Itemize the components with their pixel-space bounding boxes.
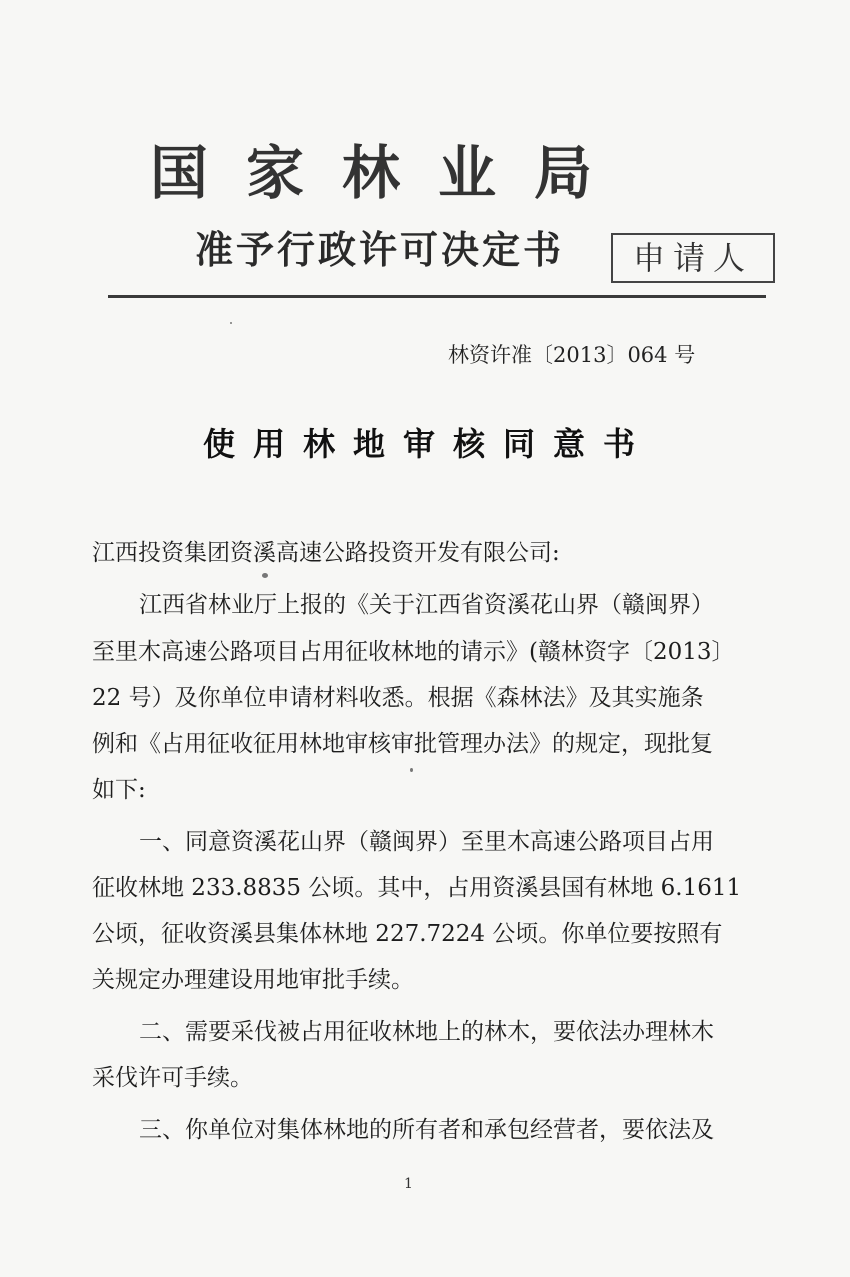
scan-speck <box>410 768 413 772</box>
scan-speck <box>262 573 268 578</box>
body-line: 如下: <box>92 777 146 803</box>
body-line: 一、同意资溪花山界（赣闽界）至里木高速公路项目占用 <box>139 829 714 855</box>
document-title: 使用林地审核同意书 <box>203 425 654 463</box>
scan-speck <box>230 322 232 324</box>
issuing-agency: 国家林业局 <box>150 139 631 207</box>
body-line: 二、需要采伐被占用征收林地上的林木，要依法办理林木 <box>139 1019 714 1045</box>
body-line: 征收林地 233.8835 公顷。其中，占用资溪县国有林地 6.1611 <box>92 875 742 901</box>
body-line: 采伐许可手续。 <box>92 1065 253 1091</box>
document-number: 林资许准〔2013〕064 号 <box>448 343 696 367</box>
body-line: 公顷，征收资溪县集体林地 227.7224 公顷。你单位要按照有 <box>92 921 723 947</box>
addressee: 江西投资集团资溪高速公路投资开发有限公司: <box>92 540 560 566</box>
page-number: 1 <box>404 1176 413 1192</box>
body-line: 至里木高速公路项目占用征收林地的请示》(赣林资字〔2013〕 <box>92 639 735 665</box>
body-line: 江西省林业厅上报的《关于江西省资溪花山界（赣闽界） <box>139 592 714 618</box>
body-line: 三、你单位对集体林地的所有者和承包经营者，要依法及 <box>139 1117 714 1143</box>
body-line: 关规定办理建设用地审批手续。 <box>92 967 414 993</box>
header-divider <box>108 295 766 298</box>
body-line: 22 号）及你单位申请材料收悉。根据《森林法》及其实施条 <box>92 685 704 711</box>
body-line: 例和《占用征收征用林地审核审批管理办法》的规定，现批复 <box>92 731 713 757</box>
applicant-stamp: 申请人 <box>611 233 775 283</box>
document-type-title: 准予行政许可决定书 <box>195 228 565 272</box>
